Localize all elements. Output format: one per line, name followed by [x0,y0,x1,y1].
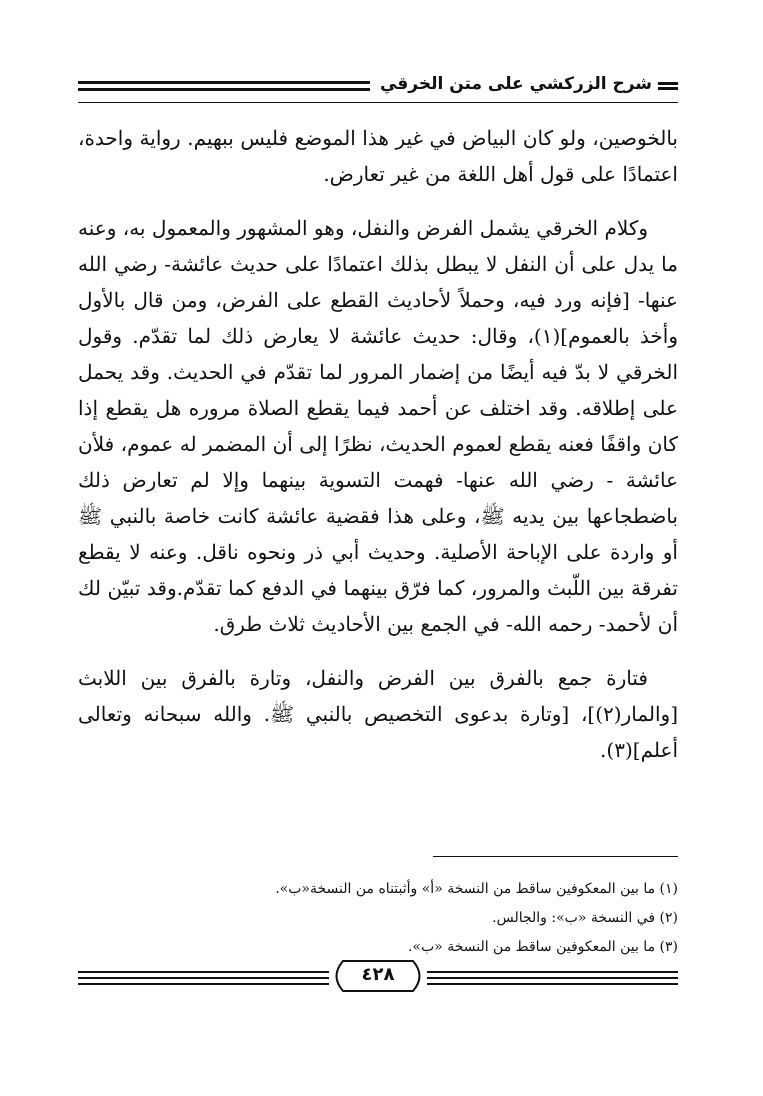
footnote: (١) ما بين المعكوفين ساقط من النسخة «أ» وأثبتناه من النسخة«ب». [275,881,678,897]
header-double-rule [78,81,416,91]
main-text [78,120,678,786]
paragraph: وكلام الخرقي يشمل الفرض والنفل، وهو المشهور والمعمول به، وعنه ما يدل على أن النفل لا يبطل بذلك اعتمادًا على حديث عائشة- رضي الله عنها- [فإنه ورد فيه، وحملاً لأحاديث القطع على الفرض، ومن قال بالأول وأخذ بالعموم](١)، وقال: حديث عائشة لا يعارض ذلك لما تقدّم. وقول الخرقي لا بدّ فيه أيضًا من إضمار المرور لما تقدّم في الحديث. وقد يحمل على إطلاقه. وقد اختلف عن أحمد فيما يقطع الصلاة مروره هل يقطع إذا كان واقفًا فعنه يقطع لعموم الحديث، نظرًا إلى أن المضمر له عموم، فلأن عائشة - رضي الله عنها- فهمت التسوية بينهما وإلا لم تعارض ذلك باضطجاعها بين يديه ﷺ، وعلى هذا فقضية عائشة كانت خاصة بالنبي ﷺ أو واردة على الإباحة الأصلية. وحديث أبي ذر ونحوه ناقل. وعنه لا يقطع تفرقة بين اللّبث والمرور، كما فرّق بينهما في الدفع كما تقدّم.وقد تبيّن لك أن لأحمد- رحمه الله- في الجمع بين الأحاديث ثلاث طرق. [78,216,679,636]
paragraph: فتارة جمع بالفرق بين الفرض والنفل، وتارة بالفرق بين اللابث [والمار(٢)]، [وتارة بدعوى التخصيص بالنبي ﷺ. والله سبحانه وتعالى أعلم](٣). [78,666,678,762]
page-number: ٤٢٨ [361,964,395,985]
header-title: شرح الزركشي على متن الخرقي [370,74,652,94]
header-ornament-icon [658,82,678,90]
footnote-separator [433,856,678,857]
page-footer [78,958,678,998]
footnote: (٢) في النسخة «ب»: والجالس. [492,910,678,926]
footnote: (٣) ما بين المعكوفين ساقط من النسخة «ب». [407,939,678,955]
paragraph: بالخوصين، ولو كان البياض في غير هذا الموضع فليس ببهيم. رواية واحدة، اعتمادًا على قول أهل اللغة من غير تعارض. [78,126,678,186]
page-number-frame [329,960,427,992]
header-underline [78,102,678,103]
running-header [78,68,678,108]
footnotes [78,875,678,962]
